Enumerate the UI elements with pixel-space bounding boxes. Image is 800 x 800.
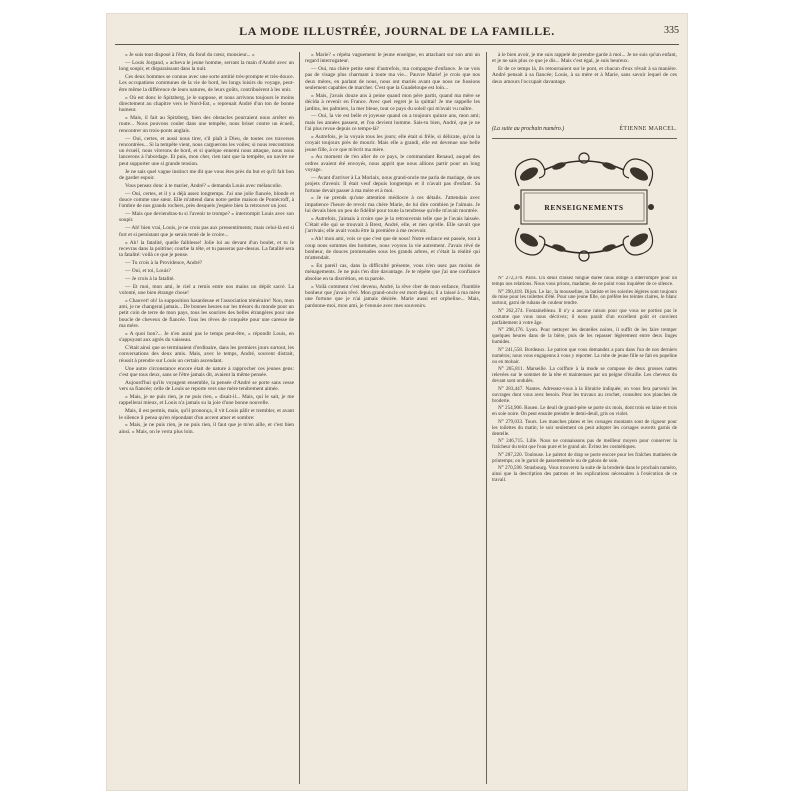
paragraph: « Chauvet! oh! la supposition hasardeuse et l'association téméraire! Non, mon ami, je ne changerai jamais... De bonnes heures sur les trésors du monde pour un petit coin de terre de mon pays, tous les sourires des belles étrangères pour une boucle de cheveux de fiancée. Tous les rêves de conquête pour une caresse de ma mère. xyxy=(119,297,294,330)
paragraph: « En pareil cas, dans la difficulté présente, vous n'en usez pas moins de ménagements. Je ne puis t'en dire davantage. Je te répète que j'ai une confiance absolue en ta discrétion, en ta parole. xyxy=(305,263,480,282)
paragraph: — Oui, la vie est belle et joyeuse quand on a toujours quinze ans, mon ami; mais les années passent, et l'on devient homme. Sais-tu bien, André, que je ne l'ai plus revue depuis ce temps-là? xyxy=(305,113,480,133)
notice-item: N° 254,906. Rouen. Le deuil de grand-père se porte six mois, dont trois en laine et trois en soie noire. On peut ensuite prendre le demi-deuil, gris ou violet. xyxy=(492,405,677,418)
paragraph: — Je crois à la fatalité. xyxy=(125,275,175,282)
notice-item: N° 246,715. Lille. Nous ne connaissons pas de meilleur moyen pour conserver la fraîcheur du teint que l'eau pure et le grand air. Évitez les cosmétiques. xyxy=(492,438,677,451)
paragraph: « Autrefois, j'aimais à croire que je la retrouverais telle que je l'avais laissée. C'était elle qui se trouvait à Brest, André, elle, et rien qu'elle. Elle savait que j'arrivais; elle avait voulu être la première à me recevoir. xyxy=(305,215,480,235)
paragraph: C'était ainsi que se terminaient d'ordinaire, dans les premiers jours surtout, les conversations des deux amis. Mais, avec le temps, André, souvent distrait, réussit à prendre sur Louis un certain ascendant. xyxy=(119,345,294,364)
banner-title: RENSEIGNEMENTS xyxy=(544,203,624,212)
notice-item: N° 262,374. Fontainebleau. Il n'y a aucune raison pour que vous ne portiez pas le costume que vous nous décrivez; il nous paraît d'un excellent goût et convient parfaitement à votre âge. xyxy=(492,307,677,326)
text-column-2 xyxy=(305,52,480,784)
paragraph: Aujourd'hui qu'ils voyagent ensemble, la pensée d'André se porte sans cesse vers sa fiancée; celle de Louis se reporte vers une mère tendrement aimée. xyxy=(119,379,294,393)
text-column-1 xyxy=(119,52,294,784)
paragraph: Vous pensez donc à te marier, André? » demanda Louis avec mélancolie. xyxy=(125,182,283,189)
notice-item: N° 290,418. Dijon. Le lac, la mousseline, la batiste et les soieries légères sont toujours de mise pour les toilettes d'été. Pour une jeune fille, on préfère les teintes claires, le blanc surtout, garni de rubans de couleur tendre. xyxy=(492,288,677,307)
running-title: LA MODE ILLUSTRÉE, JOURNAL DE LA FAMILLE. xyxy=(239,24,555,38)
notice-item: N° 287,220. Toulouse. Le paletot de drap se porte encore pour les fraîches matinées de printemps; on le garnit de passementerie ou de galons de soie. xyxy=(492,451,677,464)
notice-item: N° 283,447. Nantes. Adressez-vous à la librairie indiquée; on vous fera parvenir les ouvrages dont vous avez besoin. Pour les travaux au crochet, consultez nos planches de broderie. xyxy=(492,385,677,404)
paragraph: « Au moment de t'en aller de ce pays, le commandant Renaud, auquel des ordres avaient été envoyés, nous apprit que nous allions partir pour un long voyage. xyxy=(305,154,480,174)
paragraph: — Ah! bien vrai, Louis, je ne crois pas aux pressentiments; mais celui-là est si fort et si persistant que je serais tenté de le croire... xyxy=(119,225,294,238)
page-header xyxy=(107,24,687,44)
notice-item: N° 265,811. Marseille. La coiffure à la mode se compose de deux grosses nattes relevées sur le sommet de la tête et maintenues par un peigne d'écaille. Les cheveux du devant sont ondulés. xyxy=(492,366,677,385)
paragraph: « Mais, je ne puis rien, je ne puis rien, » disait-il... Mais, qui le sait, je me rappellerai mieux, et Louis n'a jamais su la joie d'une bonne nouvelle. xyxy=(119,394,294,407)
paragraph: « Mais, il fait au Spitzberg, bien des obstacles pourraient nous arrêter en route... Nous pouvons couler dans une tempête, nous briser contre un écueil, rencontrer un trois-ponts anglais. xyxy=(119,115,294,134)
section-rule xyxy=(492,138,677,139)
header-rule xyxy=(115,44,679,45)
paragraph: Mais, il est permis, mais, qu'il prononça, il vit Louis pâlir et trembler, et avant le silence il pensa qu'en répondant d'un accent amer et sombre: xyxy=(119,408,294,421)
paragraph: « Ah! mon ami, vois ce que c'est que de nous! Notre enfance est passée, tout à coup nous sommes des hommes, nous voyons la vie autrement. J'avais rêvé de bonheur, de douces promenades sous les grands arbres, et c'était la réalité qui m'attendait. xyxy=(305,236,480,262)
paragraph: « Je ne prends qu'une attention médiocre à ces détails. J'attendais avec impatience l'heure de revoir ma chère Marie, de lui dire combien je l'aimais. Je lui devais bien un peu de fidélité pour toute la tendresse qu'elle m'avait montrée. xyxy=(305,195,480,214)
paragraph: — Oui, ma chère petite sœur d'autrefois, ma compagne d'enfance. Je ne vois pas de visage plus charmant à toute ma vie... Pauvre Marie! je crois que nos deux mères, en parlant de nous, nous ont mariés avant que nous ne fussions seulement capables de marcher. C'est que la Guadeloupe est loin... xyxy=(305,66,480,92)
renseignements-banner xyxy=(499,146,669,268)
paragraph: « Où est donc le Spitzberg, je le suppose, et nous arrivons toujours le moins directement au chapitre vers le Nord-Est, » reprenait André d'un ton de bonne humeur. xyxy=(119,94,294,114)
text-column-3-top xyxy=(492,52,677,124)
paragraph: Je ne sais quel vague instinct me dit que vous êtes près du but et qu'il fait bon de garder espoir. xyxy=(119,168,294,181)
paragraph: — Et moi, mon ami, le ciel a remis entre nos mains un dépôt sacré. La volonté, une bien étrange chose! xyxy=(119,283,294,296)
paragraph: — Louis Jorgand, » acheva le jeune homme, serrant la main d'André avec un long soupir, et disparaissant dans la nuit. xyxy=(119,59,294,73)
paragraph: « Autrefois, je la voyais tous les jours; elle était si frêle, si délicate, qu'on la croyait toujours près de mourir. Mais elle a grandi, elle est devenue une belle jeune fille, à ce que m'écrit ma mère. xyxy=(305,133,480,153)
paragraph: « Mais, je ne puis rien, je ne puis rien, il faut que je m'en aille, et c'est bien ainsi. » Mais, on le verra plus loin. xyxy=(119,422,294,435)
paragraph: « Mais, j'avais douze ans à peine quand mon père partit, quand ma mère se décida à revenir en France. Avec quel regret je la quittai! Je me rappelle les jardins, les palmiers, la mer bleue, tout ce pays du soleil qui m'avait vu naître. xyxy=(305,92,480,112)
notice-item: N° 241,558. Bordeaux. Le patron que vous demandez a paru dans l'un de nos derniers numéros; nous vous engageons à vous y reporter. La robe de jeune fille se fait en popeline ou en mohair. xyxy=(492,346,677,365)
text-column-3-bottom xyxy=(492,276,677,784)
paragraph: Une autre circonstance encore était de nature à rapprocher ces jeunes gens: c'est que tous deux, sans se l'être jamais dit, avaient la même pensée. xyxy=(119,365,294,378)
paragraph: — Tu crois à la Providence, André? xyxy=(125,260,203,267)
paragraph: « Je suis tout disposé à l'être, du fond du cœur, monsieur... » xyxy=(125,52,255,58)
paragraph: « Ah! la fatalité, quelle faiblesse! Jolie loi au devant d'un boulet, et tu le recevras dans la poitrine; courbe la tête, et tu passeras par-dessus. La fatalité sera ta fatalité: voilà ce que je pense. xyxy=(119,239,294,259)
paragraph: « Marie? » répéta vaguement le jeune enseigne, en attachant sur son ami un regard interrogateur. xyxy=(305,52,480,65)
paragraph: — Oui, et toi, Louis? xyxy=(125,267,171,274)
notice-item: N° 298,176. Lyon. Pour nettoyer les dentelles noires, il suffit de les faire tremper quelques heures dans de la bière, puis de les repasser légèrement entre deux linges humides. xyxy=(492,327,677,346)
newspaper-page xyxy=(107,14,687,790)
story-signoff xyxy=(492,126,677,132)
page-number: 335 xyxy=(664,25,679,36)
column-divider xyxy=(486,52,487,784)
notice-item: N° 270,590. Strasbourg. Vous trouverez la suite de la broderie dans le prochain numéro, ainsi que la description des patrons et les explications nécessaires à l'exécution de ce travail. xyxy=(492,465,677,484)
paragraph: — Mais que deviendras-tu si l'avenir te trompe? » interrompit Louis avec son soupir. xyxy=(119,211,294,224)
column-divider xyxy=(299,52,300,784)
paragraph: « A quoi bon?... Je n'en aurai pas le temps peut-être, » répondit Louis, en s'appuyant aux agrès du vaisseau. xyxy=(119,330,294,344)
paragraph: Et de ce temps là, ils retournaient sur le pont, et chacun d'eux rêvait à sa manière. André pensait à sa fiancée; Louis, à sa mère et à Marie, sans savoir lequel de ces deux amours l'occupait davantage. xyxy=(492,66,677,85)
paragraph: — Avant d'arriver à La Morlaix, nous grand-oncle me parla de mariage, de ses projets d'avenir. Il était veuf depuis longtemps et il n'avait pas d'enfant. Sa fortune devait passer à ma mère et à moi. xyxy=(305,174,480,194)
notice-item: N° 272,370. Paris. Un deuil d'assez longue durée nous oblige à interrompre pour un temps nos relations. Nous vous prions, madame, de ne point vous inquiéter de ce silence. xyxy=(492,276,677,287)
paragraph: Ces deux hommes se connus avec une sorte amitié très-prompte et très-douce. Les occupations communes de la vie de bord, les longs loisirs du voyage, peut-être même la différence de leurs natures, de leurs goûts, contribuèrent à les unir. xyxy=(119,74,294,93)
author-name: ÉTIENNE MARCEL. xyxy=(619,126,677,132)
paragraph: à le bien avoir, je me suis rappelé de prendre garde à moi... Je ne suis qu'un enfant, et je ne sais plus ce que je dis... Mais c'est égal, je suis heureux. xyxy=(492,52,677,65)
paragraph: — Oui, certes, et aussi nous tirer, s'il plaît à Dieu, de toutes ces traverses rencontrées... Si la tempête vient, nous carguerons les voiles; si nous rencontrons un écueil, nous virerons de bord, et si quelque ennemi nous attaque, nous nous lancerons à l'abordage. Et puis, mon cher, rien tant que la tempête, un navire ne peut supporter une si grande tension. xyxy=(119,135,294,167)
notice-item: N° 279,033. Tours. Les manches plates et les corsages montants sont de rigueur pour les toilettes du matin; le soir seulement on peut adopter les corsages ouverts garnis de dentelle. xyxy=(492,418,677,437)
suite-note: (La suite au prochain numéro.) xyxy=(492,126,565,132)
paragraph: « Voilà comment c'est devenu, André, la rêve cher de mon enfance, l'humble bonheur que j'avais rêvé. Mon grand-oncle est mort depuis; il a laissé à ma mère une fortune que je n'ai jamais désirée. Marie aussi est orpheline... Mais, pardonne-moi, mon ami, je t'ennuie avec mes souvenirs. xyxy=(305,283,480,309)
paragraph: — Oui, certes, et il y a déjà assez longtemps. J'ai une jolie fiancée, blonde et douce comme une sœur. Elle m'attend dans notre petite maison de Pontécroff, à l'ombre de nos grands rochers, près desquels j'espère bien la retrouver un jour. xyxy=(119,190,294,210)
